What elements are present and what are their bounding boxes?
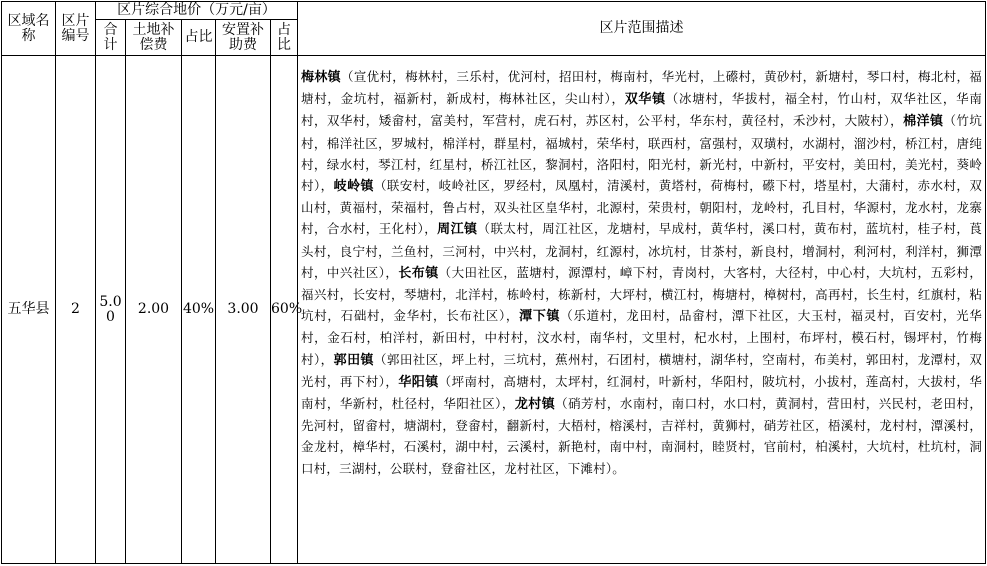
town-name: 双华镇	[624, 92, 666, 108]
town-name: 周江镇	[437, 222, 478, 238]
header-land-compensation: 土地补偿费	[126, 20, 182, 56]
town-name: 郭田镇	[333, 352, 374, 368]
cell-zone-number: 2	[56, 56, 96, 564]
header-zone-number: 区片编号	[56, 2, 96, 56]
scope-description-text	[301, 66, 982, 479]
town-villages: （联安村，岐岭社区，罗经村，凤凰村，清溪村，黄塔村，荷梅村，礤下村，塔星村，大蒲村，赤水村，双山村，黄福村，荣福村，鲁占村，双头社区皇华村，北源村，荣贵村，朝阳村，龙岭村，孔目村，华源村，龙水村，龙寨村，合水村，王化村），	[301, 178, 983, 237]
town-name: 龙村镇	[514, 397, 556, 413]
header-resettlement-subsidy: 安置补助费	[216, 20, 271, 56]
town-villages: （冰塘村，华拔村，福全村，竹山村，双华社区，华南村，双华村，矮畲村，富美村，军营村，虎石村，苏区村，公平村，华东村，黄径村，禾沙村，大陂村），	[301, 91, 983, 129]
town-name: 棉洋镇	[903, 114, 944, 130]
cell-land-compensation: 2.00	[126, 56, 182, 564]
header-scope-description: 区片范围描述	[298, 2, 986, 56]
table-row	[2, 56, 986, 564]
town-villages: （竹坑村，棉洋社区，罗城村，棉洋村，群星村，福城村，荣华村，联西村，富强村，双璜村，水湖村，溜沙村，桥江村，唐纯村，绿水村，琴江村，红星村，桥江社区，黎洞村，洛阳村，阳光村，新光村，中新村，平安村，美田村，美光村，葵岭村），	[301, 113, 983, 194]
cell-resettlement-subsidy: 3.00	[216, 56, 271, 564]
town-villages: （郭田社区，坪上村，三坑村，蕉州村，石团村，横塘村，湖华村，空南村，布美村，郭田村，龙潭村，双光村，再下村），	[301, 351, 983, 389]
town-name: 岐岭镇	[333, 179, 374, 195]
cell-ratio-2: 60%	[271, 56, 298, 564]
header-ratio-2: 占比	[271, 20, 298, 56]
town-villages: （硝芳村，水南村，南口村，水口村，黄洞村，营田村，兴民村，老田村，先河村，留畲村，塘湖村，登畲村，翻新村，大梧村，榕溪村，吉祥村，黄狮村，硝芳社区，梧溪村，龙村村，潭溪村，金龙村，樟华村，石溪村，湖中村，云溪村，新艳村，南中村，南洞村，睦贤村，官前村，柏溪村，大坑村，杜坑村，洞口村，三湖村，公联村，登畲社区，龙村社区，下滩村）。	[301, 396, 983, 476]
town-villages: （坪南村，高塘村，太坪村，红洞村，叶新村，华阳村，陂坑村，小拔村，莲高村，大拔村，华南村，华新村，杜径村，华阳社区），	[301, 373, 983, 412]
town-name: 华阳镇	[398, 374, 439, 390]
town-villages: （联太村，周江社区，龙塘村，早成村，黄华村，溪口村，黄布村，蓝坑村，桂子村，莨头村，良宁村，兰鱼村，三河村，中兴村，龙洞村，红源村，冰坑村，甘茶村，新良村，增洞村，利河村，利洋村，狮潭村，中兴社区），	[301, 221, 983, 280]
header-total: 合计	[96, 20, 126, 56]
cell-total: 5.00	[96, 56, 126, 564]
cell-scope-description	[298, 56, 986, 564]
header-region-name: 区域名称	[2, 2, 56, 56]
town-villages: （乐道村，龙田村，品畲村，潭下社区，大玉村，福灵村，百安村，光华村，金石村，柏洋村，新田村，中村村，汶水村，南华村，文里村，杞水村，上围村，布坪村，模石村，锡坪村，竹梅村），	[301, 308, 983, 367]
cell-ratio-1: 40%	[182, 56, 216, 564]
header-price-group: 区片综合地价（万元/亩）	[96, 2, 298, 20]
town-name: 梅林镇	[301, 70, 341, 85]
cell-region-name: 五华县	[2, 56, 56, 564]
town-name: 潭下镇	[519, 309, 561, 325]
town-name: 长布镇	[398, 265, 439, 281]
town-villages: （宣优村，梅林村，三乐村，优河村，招田村，梅南村，华光村，上礤村，黄砂村，新塘村，琴口村，梅北村，福塘村，金坑村，福新村，新成村，梅林社区，尖山村），	[301, 69, 983, 107]
header-ratio-1: 占比	[182, 20, 216, 56]
town-villages: （大田社区，蓝塘村，源潭村，嶂下村，青岗村，大客村，大径村，中心村，大坑村，五彩村，福兴村，长安村，琴塘村，北洋村，栋岭村，栋新村，大坪村，横江村，梅塘村，樟树村，高再村，长生村，红旗村，粘坑村，石础村，金华村，长布社区），	[301, 264, 983, 324]
land-price-table	[1, 1, 986, 564]
